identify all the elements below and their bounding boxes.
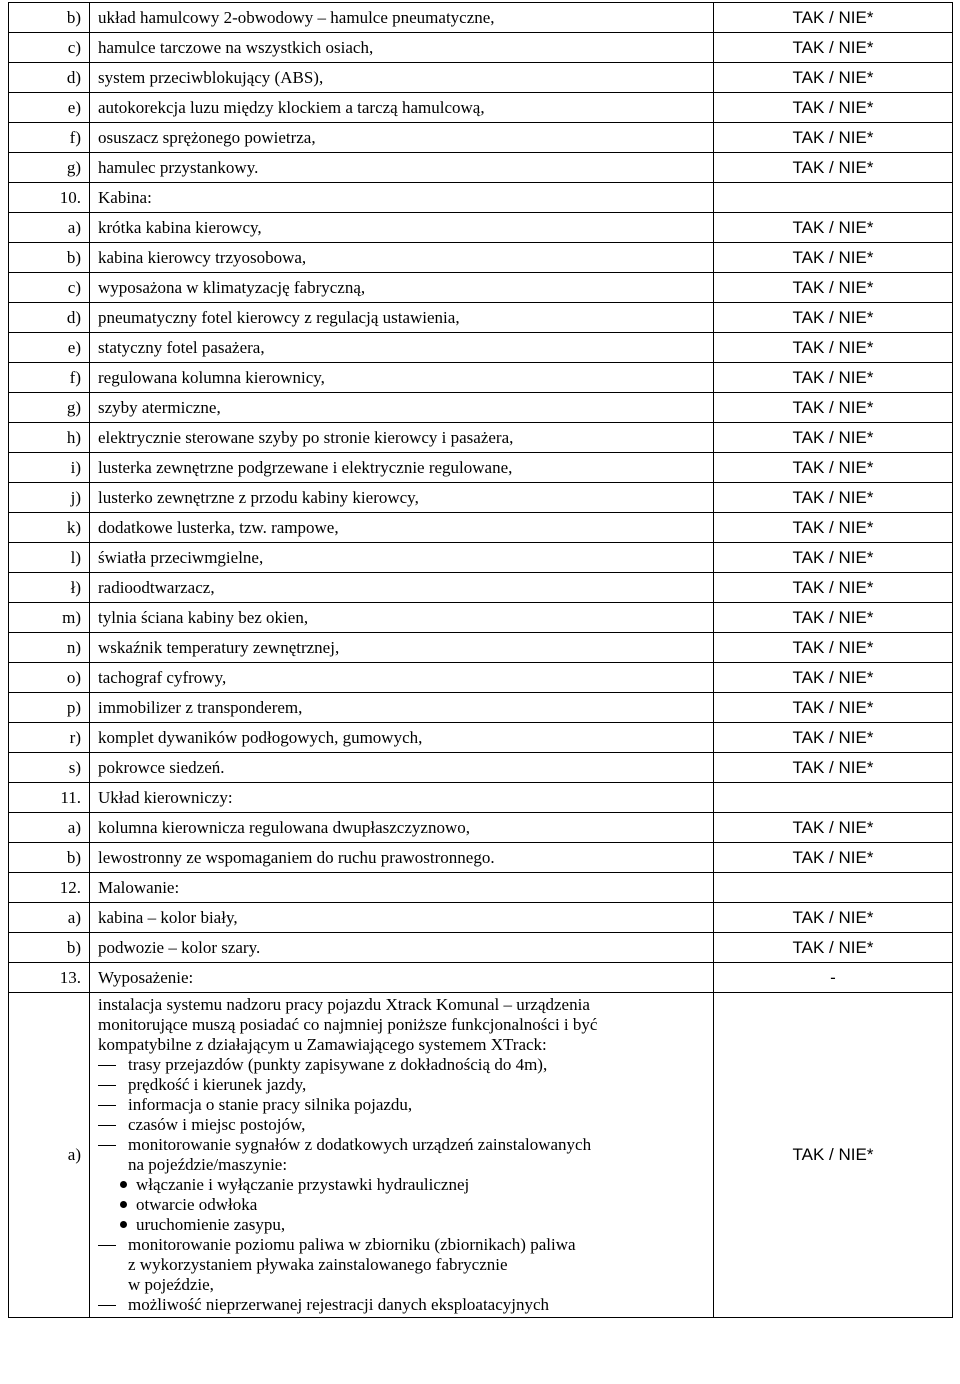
row-text: lusterka zewnętrzne podgrzewane i elektrycznie regulowane, bbox=[90, 453, 714, 483]
row-text: lusterko zewnętrzne z przodu kabiny kierowcy, bbox=[90, 483, 714, 513]
row-value: TAK / NIE* bbox=[714, 273, 953, 303]
row-label: f) bbox=[9, 123, 90, 153]
row-value: TAK / NIE* bbox=[714, 33, 953, 63]
row-text: tylnia ściana kabiny bez okien, bbox=[90, 603, 714, 633]
list-item-text: uruchomienie zasypu, bbox=[136, 1215, 286, 1234]
row-value: TAK / NIE* bbox=[714, 453, 953, 483]
row-value: - bbox=[714, 963, 953, 993]
row-text: hamulec przystankowy. bbox=[90, 153, 714, 183]
row-label: e) bbox=[9, 333, 90, 363]
row-value bbox=[714, 783, 953, 813]
row-text: lewostronny ze wspomaganiem do ruchu prawostronnego. bbox=[90, 843, 714, 873]
table-row bbox=[9, 903, 953, 933]
list-item-text: prędkość i kierunek jazdy, bbox=[128, 1075, 307, 1094]
row-text: wskaźnik temperatury zewnętrznej, bbox=[90, 633, 714, 663]
bullet-icon bbox=[120, 1221, 127, 1228]
row-label: n) bbox=[9, 633, 90, 663]
row-label: a) bbox=[9, 213, 90, 243]
row-text: elektrycznie sterowane szyby po stronie kierowcy i pasażera, bbox=[90, 423, 714, 453]
row-value: TAK / NIE* bbox=[714, 933, 953, 963]
row-value: TAK / NIE* bbox=[714, 753, 953, 783]
row-label: b) bbox=[9, 243, 90, 273]
list-item bbox=[98, 1235, 713, 1255]
table-row bbox=[9, 873, 953, 903]
row-text: Układ kierowniczy: bbox=[90, 783, 714, 813]
list-item bbox=[98, 1135, 713, 1155]
row-value: TAK / NIE* bbox=[714, 213, 953, 243]
row-text: statyczny fotel pasażera, bbox=[90, 333, 714, 363]
table-row bbox=[9, 93, 953, 123]
row-label: d) bbox=[9, 303, 90, 333]
row-label: h) bbox=[9, 423, 90, 453]
row-value: TAK / NIE* bbox=[714, 693, 953, 723]
row-label: f) bbox=[9, 363, 90, 393]
table-row bbox=[9, 843, 953, 873]
row-label: e) bbox=[9, 93, 90, 123]
table-row bbox=[9, 663, 953, 693]
row-value: TAK / NIE* bbox=[714, 483, 953, 513]
row-value: TAK / NIE* bbox=[714, 423, 953, 453]
row-value: TAK / NIE* bbox=[714, 573, 953, 603]
list-item bbox=[98, 1195, 713, 1215]
row-label: l) bbox=[9, 543, 90, 573]
row-text: autokorekcja luzu między klockiem a tarczą hamulcową, bbox=[90, 93, 714, 123]
row-label: r) bbox=[9, 723, 90, 753]
table-row bbox=[9, 63, 953, 93]
table-row bbox=[9, 393, 953, 423]
dash-marker-icon bbox=[98, 1145, 116, 1146]
row-label: m) bbox=[9, 603, 90, 633]
row-value: TAK / NIE* bbox=[714, 63, 953, 93]
row-value: TAK / NIE* bbox=[714, 723, 953, 753]
row-text: tachograf cyfrowy, bbox=[90, 663, 714, 693]
dash-marker-icon bbox=[98, 1065, 116, 1066]
row-text: kabina kierowcy trzyosobowa, bbox=[90, 243, 714, 273]
row-text: dodatkowe lusterka, tzw. rampowe, bbox=[90, 513, 714, 543]
list-item-text: informacja o stanie pracy silnika pojazdu, bbox=[128, 1095, 413, 1114]
intro-line: kompatybilne z działającym u Zamawiającego systemem XTrack: bbox=[98, 1035, 547, 1054]
table-row-equipment bbox=[9, 993, 953, 1318]
dash-marker-icon bbox=[98, 1085, 116, 1086]
row-text: hamulce tarczowe na wszystkich osiach, bbox=[90, 33, 714, 63]
row-value: TAK / NIE* bbox=[714, 243, 953, 273]
table-row bbox=[9, 333, 953, 363]
row-value: TAK / NIE* bbox=[714, 153, 953, 183]
row-label: g) bbox=[9, 153, 90, 183]
row-text: osuszacz sprężonego powietrza, bbox=[90, 123, 714, 153]
row-text: radioodtwarzacz, bbox=[90, 573, 714, 603]
row-label: p) bbox=[9, 693, 90, 723]
table-row bbox=[9, 723, 953, 753]
row-value: TAK / NIE* bbox=[714, 903, 953, 933]
table-row bbox=[9, 423, 953, 453]
row-value: TAK / NIE* bbox=[714, 603, 953, 633]
row-text: Wyposażenie: bbox=[90, 963, 714, 993]
list-item bbox=[98, 1115, 713, 1135]
row-text: pneumatyczny fotel kierowcy z regulacją ustawienia, bbox=[90, 303, 714, 333]
table-row bbox=[9, 453, 953, 483]
list-item-text: otwarcie odwłoka bbox=[136, 1195, 258, 1214]
row-value: TAK / NIE* bbox=[714, 363, 953, 393]
list-item-text: monitorowanie poziomu paliwa w zbiorniku (zbiornikach) paliwa bbox=[128, 1235, 576, 1254]
row-label: c) bbox=[9, 33, 90, 63]
row-text: kabina – kolor biały, bbox=[90, 903, 714, 933]
table-row bbox=[9, 573, 953, 603]
list-item bbox=[98, 1175, 713, 1195]
row-label: b) bbox=[9, 933, 90, 963]
list-item bbox=[98, 1215, 713, 1235]
row-label: 11. bbox=[9, 783, 90, 813]
table-row bbox=[9, 33, 953, 63]
row-label: d) bbox=[9, 63, 90, 93]
row-value: TAK / NIE* bbox=[714, 663, 953, 693]
row-text: wyposażona w klimatyzację fabryczną, bbox=[90, 273, 714, 303]
table-row bbox=[9, 963, 953, 993]
table-row bbox=[9, 543, 953, 573]
table-row bbox=[9, 303, 953, 333]
table-row bbox=[9, 123, 953, 153]
specification-table-body bbox=[9, 3, 953, 1318]
specification-table bbox=[8, 2, 953, 1318]
row-label: a) bbox=[9, 903, 90, 933]
row-label: g) bbox=[9, 393, 90, 423]
table-row bbox=[9, 363, 953, 393]
row-text: regulowana kolumna kierownicy, bbox=[90, 363, 714, 393]
dash-marker-icon bbox=[98, 1125, 116, 1126]
row-value: TAK / NIE* bbox=[714, 3, 953, 33]
row-label: o) bbox=[9, 663, 90, 693]
list-item bbox=[98, 1255, 713, 1275]
row-label: k) bbox=[9, 513, 90, 543]
list-item-text: włączanie i wyłączanie przystawki hydraulicznej bbox=[136, 1175, 470, 1194]
list-item-text: z wykorzystaniem pływaka zainstalowanego fabrycznie bbox=[128, 1255, 508, 1274]
row-text: szyby atermiczne, bbox=[90, 393, 714, 423]
row-text: pokrowce siedzeń. bbox=[90, 753, 714, 783]
table-row bbox=[9, 933, 953, 963]
row-label: a) bbox=[9, 993, 90, 1318]
row-label: 12. bbox=[9, 873, 90, 903]
dash-marker-icon bbox=[98, 1105, 116, 1106]
row-value: TAK / NIE* bbox=[714, 843, 953, 873]
row-value: TAK / NIE* bbox=[714, 93, 953, 123]
list-item-text: monitorowanie sygnałów z dodatkowych urządzeń zainstalowanych bbox=[128, 1135, 592, 1154]
row-label: 13. bbox=[9, 963, 90, 993]
row-value: TAK / NIE* bbox=[714, 513, 953, 543]
row-value: TAK / NIE* bbox=[714, 123, 953, 153]
row-value: TAK / NIE* bbox=[714, 303, 953, 333]
row-value bbox=[714, 183, 953, 213]
row-text: kolumna kierownicza regulowana dwupłaszczyznowo, bbox=[90, 813, 714, 843]
row-text: system przeciwblokujący (ABS), bbox=[90, 63, 714, 93]
bullet-icon bbox=[120, 1201, 127, 1208]
row-label: c) bbox=[9, 273, 90, 303]
dash-marker-icon bbox=[98, 1245, 116, 1246]
row-label: 10. bbox=[9, 183, 90, 213]
row-label: j) bbox=[9, 483, 90, 513]
row-value: TAK / NIE* bbox=[714, 813, 953, 843]
list-item-text: możliwość nieprzerwanej rejestracji danych eksploatacyjnych bbox=[128, 1295, 550, 1314]
table-row bbox=[9, 483, 953, 513]
table-row bbox=[9, 813, 953, 843]
row-text: Kabina: bbox=[90, 183, 714, 213]
intro-line: instalacja systemu nadzoru pracy pojazdu Xtrack Komunal – urządzenia bbox=[98, 995, 590, 1014]
table-row bbox=[9, 273, 953, 303]
equipment-description bbox=[90, 993, 714, 1318]
row-value bbox=[714, 873, 953, 903]
row-label: ł) bbox=[9, 573, 90, 603]
row-value: TAK / NIE* bbox=[714, 993, 953, 1318]
list-item bbox=[98, 1295, 713, 1315]
intro-line: monitorujące muszą posiadać co najmniej poniższe funkcjonalności i być bbox=[98, 1015, 598, 1034]
row-text: światła przeciwmgielne, bbox=[90, 543, 714, 573]
table-row bbox=[9, 693, 953, 723]
list-item-text: trasy przejazdów (punkty zapisywane z dokładnością do 4m), bbox=[128, 1055, 548, 1074]
row-value: TAK / NIE* bbox=[714, 393, 953, 423]
list-item-text: czasów i miejsc postojów, bbox=[128, 1115, 306, 1134]
table-row bbox=[9, 633, 953, 663]
row-label: b) bbox=[9, 843, 90, 873]
table-row bbox=[9, 243, 953, 273]
row-value: TAK / NIE* bbox=[714, 633, 953, 663]
list-item bbox=[98, 1155, 713, 1175]
list-item-text: w pojeździe, bbox=[128, 1275, 214, 1294]
table-row bbox=[9, 603, 953, 633]
row-value: TAK / NIE* bbox=[714, 333, 953, 363]
table-row bbox=[9, 213, 953, 243]
list-item bbox=[98, 1095, 713, 1115]
row-label: b) bbox=[9, 3, 90, 33]
row-label: i) bbox=[9, 453, 90, 483]
list-item bbox=[98, 1055, 713, 1075]
table-row bbox=[9, 153, 953, 183]
row-text: immobilizer z transponderem, bbox=[90, 693, 714, 723]
list-item-text: na pojeździe/maszynie: bbox=[128, 1155, 288, 1174]
row-text: krótka kabina kierowcy, bbox=[90, 213, 714, 243]
table-row bbox=[9, 183, 953, 213]
row-text: komplet dywaników podłogowych, gumowych, bbox=[90, 723, 714, 753]
table-row bbox=[9, 753, 953, 783]
row-text: podwozie – kolor szary. bbox=[90, 933, 714, 963]
row-text: układ hamulcowy 2-obwodowy – hamulce pneumatyczne, bbox=[90, 3, 714, 33]
dash-marker-icon bbox=[98, 1305, 116, 1306]
table-row bbox=[9, 783, 953, 813]
row-label: a) bbox=[9, 813, 90, 843]
bullet-icon bbox=[120, 1181, 127, 1188]
row-value: TAK / NIE* bbox=[714, 543, 953, 573]
row-label: s) bbox=[9, 753, 90, 783]
list-item bbox=[98, 1075, 713, 1095]
list-item bbox=[98, 1275, 713, 1295]
table-row bbox=[9, 513, 953, 543]
table-row bbox=[9, 3, 953, 33]
row-text: Malowanie: bbox=[90, 873, 714, 903]
